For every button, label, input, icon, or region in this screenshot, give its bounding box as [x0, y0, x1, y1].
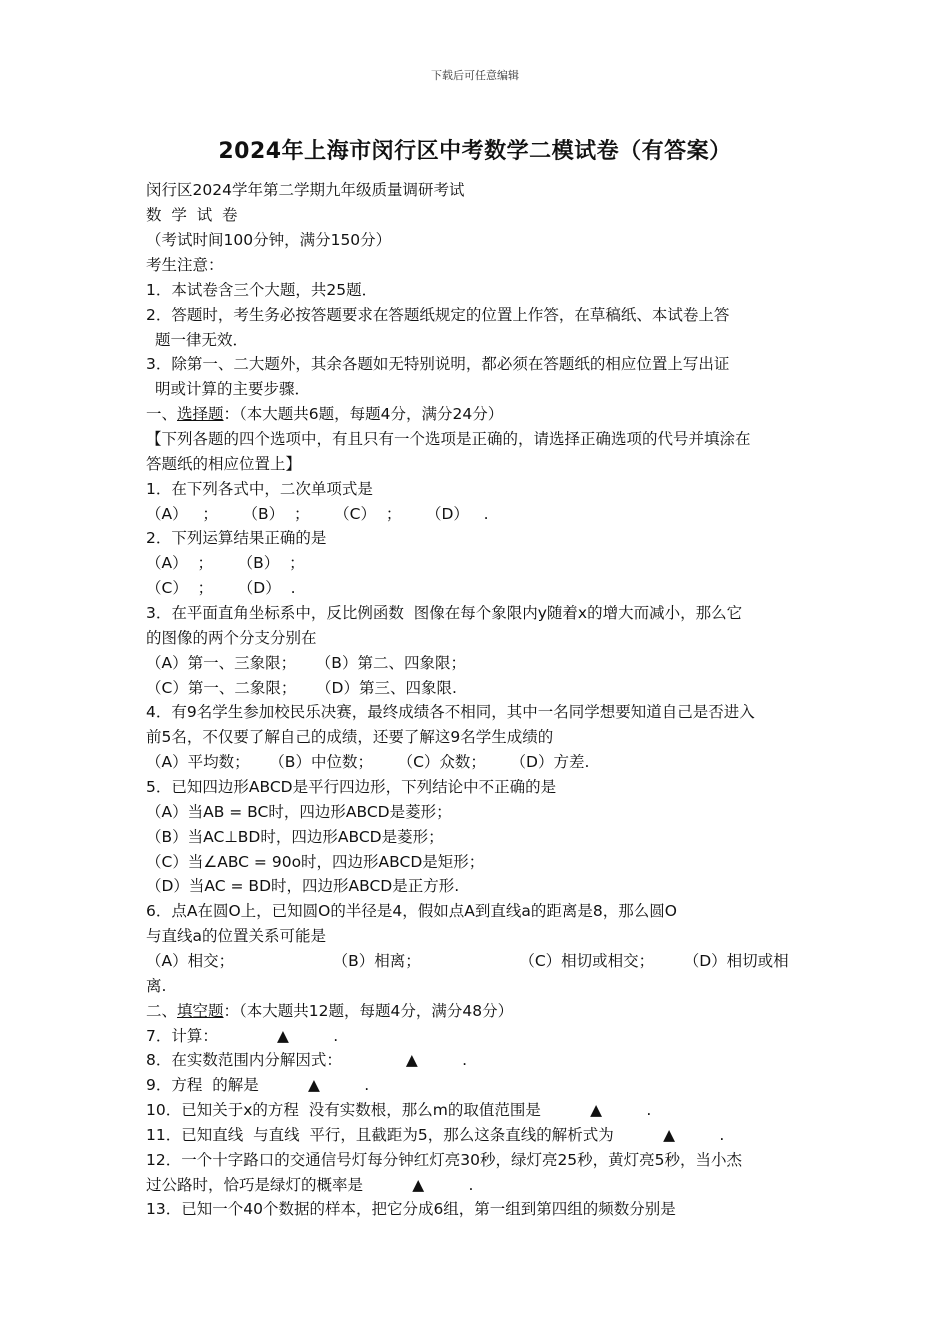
page-header-note: 下载后可任意编辑: [431, 69, 519, 82]
text-line: 2．答题时，考生务必按答题要求在答题纸规定的位置上作答，在草稿纸、本试卷上答: [146, 306, 730, 324]
text-line: 12．一个十字路口的交通信号灯每分钟红灯亮30秒，绿灯亮25秒，黄灯亮5秒，当小杰: [146, 1151, 743, 1169]
text-line: （A）第一、三象限； （B）第二、四象限；: [146, 654, 466, 672]
text-line: 7．计算： ▲ .: [146, 1027, 339, 1045]
text-line: 1．在下列各式中，二次单项式是: [146, 480, 373, 498]
text-line: （A） ； （B） ； （C） ； （D） .: [146, 505, 489, 523]
text-line: 前5名，不仅要了解自己的成绩，还要了解这9名学生成绩的: [146, 728, 554, 746]
text-line: 数 学 试 卷: [146, 206, 238, 224]
section-heading: 填空题: [177, 1002, 224, 1020]
text-line: [146, 404, 503, 424]
text-line: 题一律无效．: [155, 331, 249, 349]
text-line: 6．点A在圆O上，已知圆O的半径是4，假如点A到直线a的距离是8，那么圆O: [146, 902, 677, 920]
text-line: 4．有9名学生参加校民乐决赛，最终成绩各不相同，其中一名同学想要知道自己是否进入: [146, 703, 755, 721]
text-line: 3．在平面直角坐标系中，反比例函数 图像在每个象限内y随着x的增大而减小，那么它: [146, 604, 743, 622]
text-line: 13．已知一个40个数据的样本，把它分成6组，第一组到第四组的频数分别是: [146, 1200, 676, 1218]
section-prefix: 二、: [146, 1002, 178, 1020]
text-line: 的图像的两个分支分别在: [146, 629, 317, 647]
text-line: （A）当AB = BC时，四边形ABCD是菱形；: [146, 803, 452, 821]
text-line: 1．本试卷含三个大题，共25题．: [146, 281, 378, 299]
text-line: （C） ； （D） .: [146, 579, 296, 597]
section-note: ：（本大题共6题，每题4分，满分24分）: [223, 405, 504, 423]
document-title: 2024年上海市闵行区中考数学二模试卷（有答案）: [218, 139, 732, 164]
section-heading: 选择题: [177, 405, 224, 423]
text-line: （B）当AC⊥BD时，四边形ABCD是菱形；: [146, 828, 444, 846]
text-line: 【下列各题的四个选项中，有且只有一个选项是正确的，请选择正确选项的代号并填涂在: [146, 430, 751, 448]
text-line: [146, 1001, 513, 1021]
text-line: （C）当∠ABC = 90o时，四边形ABCD是矩形；: [146, 853, 485, 871]
text-line: 明或计算的主要步骤．: [155, 380, 311, 398]
text-line: （C）第一、二象限； （D）第三、四象限.: [146, 679, 457, 697]
text-line: 答题纸的相应位置上】: [146, 455, 302, 473]
section-prefix: 一、: [146, 405, 178, 423]
text-line: 过公路时，恰巧是绿灯的概率是 ▲ .: [146, 1176, 474, 1194]
text-line: 5．已知四边形ABCD是平行四边形，下列结论中不正确的是: [146, 778, 557, 796]
text-line: 离.: [146, 977, 167, 995]
text-line: （A）平均数； （B）中位数； （C）众数； （D）方差.: [146, 753, 590, 771]
text-line: （考试时间100分钟，满分150分）: [146, 231, 392, 249]
text-line: 考生注意：: [146, 256, 224, 274]
text-line: 3．除第一、二大题外，其余各题如无特别说明，都必须在答题纸的相应位置上写出证: [146, 355, 730, 373]
text-line: 9．方程 的解是 ▲ .: [146, 1076, 370, 1094]
text-line: 闵行区2024学年第二学期九年级质量调研考试: [146, 181, 465, 199]
section-note: ：（本大题共12题，每题4分，满分48分）: [223, 1002, 514, 1020]
text-line: （A） ； （B） ；: [146, 554, 305, 572]
text-line: 11．已知直线 与直线 平行，且截距为5，那么这条直线的解析式为 ▲ .: [146, 1126, 725, 1144]
text-line: （D）当AC = BD时，四边形ABCD是正方形.: [146, 877, 460, 895]
text-line: 2．下列运算结果正确的是: [146, 529, 327, 547]
text-line: （A）相交； （B）相离； （C）相切或相交； （D）相切或相: [146, 952, 789, 970]
text-line: 与直线a的位置关系可能是: [146, 927, 326, 945]
text-line: 10．已知关于x的方程 没有实数根，那么m的取值范围是 ▲ .: [146, 1101, 652, 1119]
text-line: 8．在实数范围内分解因式： ▲ .: [146, 1051, 468, 1069]
